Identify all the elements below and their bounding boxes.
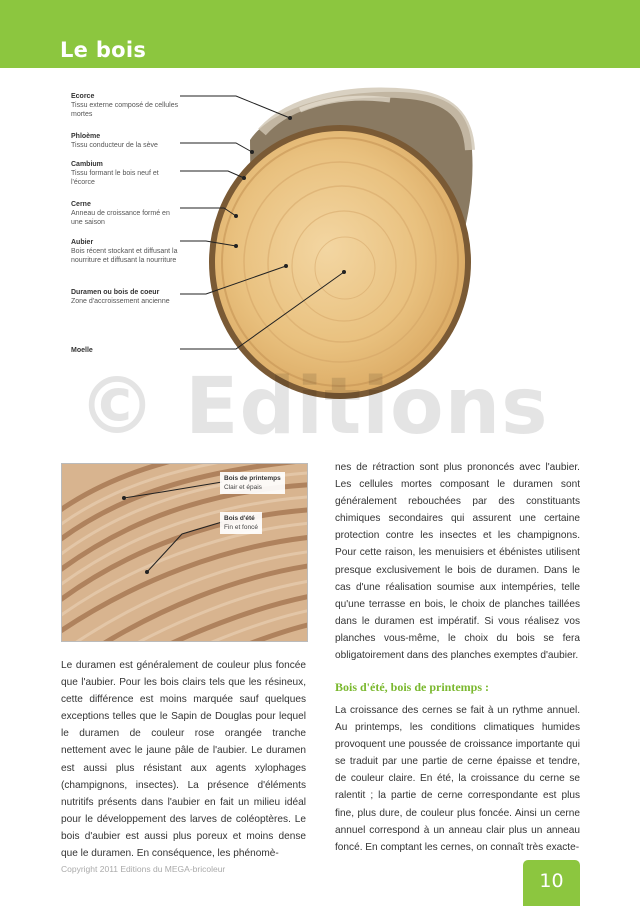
- callout-bois-ete: Bois d'été Fin et foncé: [220, 512, 262, 534]
- label-cambium: Cambium Tissu formant le bois neuf et l'écorce: [71, 161, 159, 186]
- page-number: 10: [523, 860, 580, 906]
- section-heading: Bois d'été, bois de printemps :: [335, 680, 490, 694]
- body-text-left-bottom: Le duramen est généralement de couleur plus foncée que l'aubier. Pour les bois clairs tels que les résineux, cette différence est moins marquée sauf quelques exceptions telles que le Sapin de Douglas pour lequel le duramen de couleur rose orangée tranche nettement avec le jaune pâle de l'aubier. Le duramen est aussi plus résistant aux agents xylophages (champignons, insectes). La présence d'éléments nutritifs présents dans l'aubier en fait un milieu idéal pour le développement des larves de coléoptères. Le bois d'aubier est aussi plus poreux et moins dense que le duramen. En conséquence, les phénomè-: [61, 660, 306, 860]
- label-cerne: Cerne Anneau de croissance formé en une saison: [71, 201, 170, 226]
- body-text-right-bottom: La croissance des cernes se fait à un rythme annuel. Au printemps, les conditions climatiques humides provoquent une poussée de croissance importante qui se traduit par une partie de cerne épaisse et tendre, de couleur claire. En été, la croissance du cerne se ralentit ; la partie de cerne correspondante est plus fine, plus dure, de couleur plus foncée. Ainsi un cerne annuel correspond à un anneau clair plus un anneau foncé. En comptant les cernes, on connaît très exacte-: [335, 705, 580, 853]
- watermark: © Editions: [78, 362, 549, 452]
- wood-grain-photo: [61, 463, 308, 642]
- body-text-right-top: nes de rétraction sont plus prononcés avec l'aubier. Les cellules mortes composant le duramen sont généralement rebouchées par des constituants chimiques secondaires qui assurent une certaine protection contre les insectes et les champignons. Pour cette raison, les menuisiers et ébénistes utilisent presque exclusivement le bois de duramen. Dans le cas d'une réalisation soumise aux intempéries, telle qu'une terrasse en bois, le choix de planches taillées dans le duramen est impératif. Si vous réalisez vos planches vous-même, le choix du bois se fera obligatoirement dans des planches exemptes d'aubier.: [335, 462, 580, 662]
- label-duramen: Duramen ou bois de coeur Zone d'accroissement ancienne: [71, 289, 170, 305]
- label-ecorce: Ecorce Tissu externe composé de cellules mortes: [71, 93, 179, 118]
- label-moelle: Moelle: [71, 347, 93, 354]
- copyright-notice: Copyright 2011 Editions du MEGA-bricoleur: [61, 864, 226, 874]
- log-cut-face: [212, 128, 468, 396]
- label-aubier: Aubier Bois récent stockant et diffusant la nourriture et diffusant la nourriture: [71, 239, 178, 264]
- page-title: Le bois: [60, 38, 147, 62]
- label-phloeme: Phloème Tissu conducteur de la sève: [71, 133, 158, 149]
- callout-bois-printemps: Bois de printemps Clair et épais: [220, 472, 285, 494]
